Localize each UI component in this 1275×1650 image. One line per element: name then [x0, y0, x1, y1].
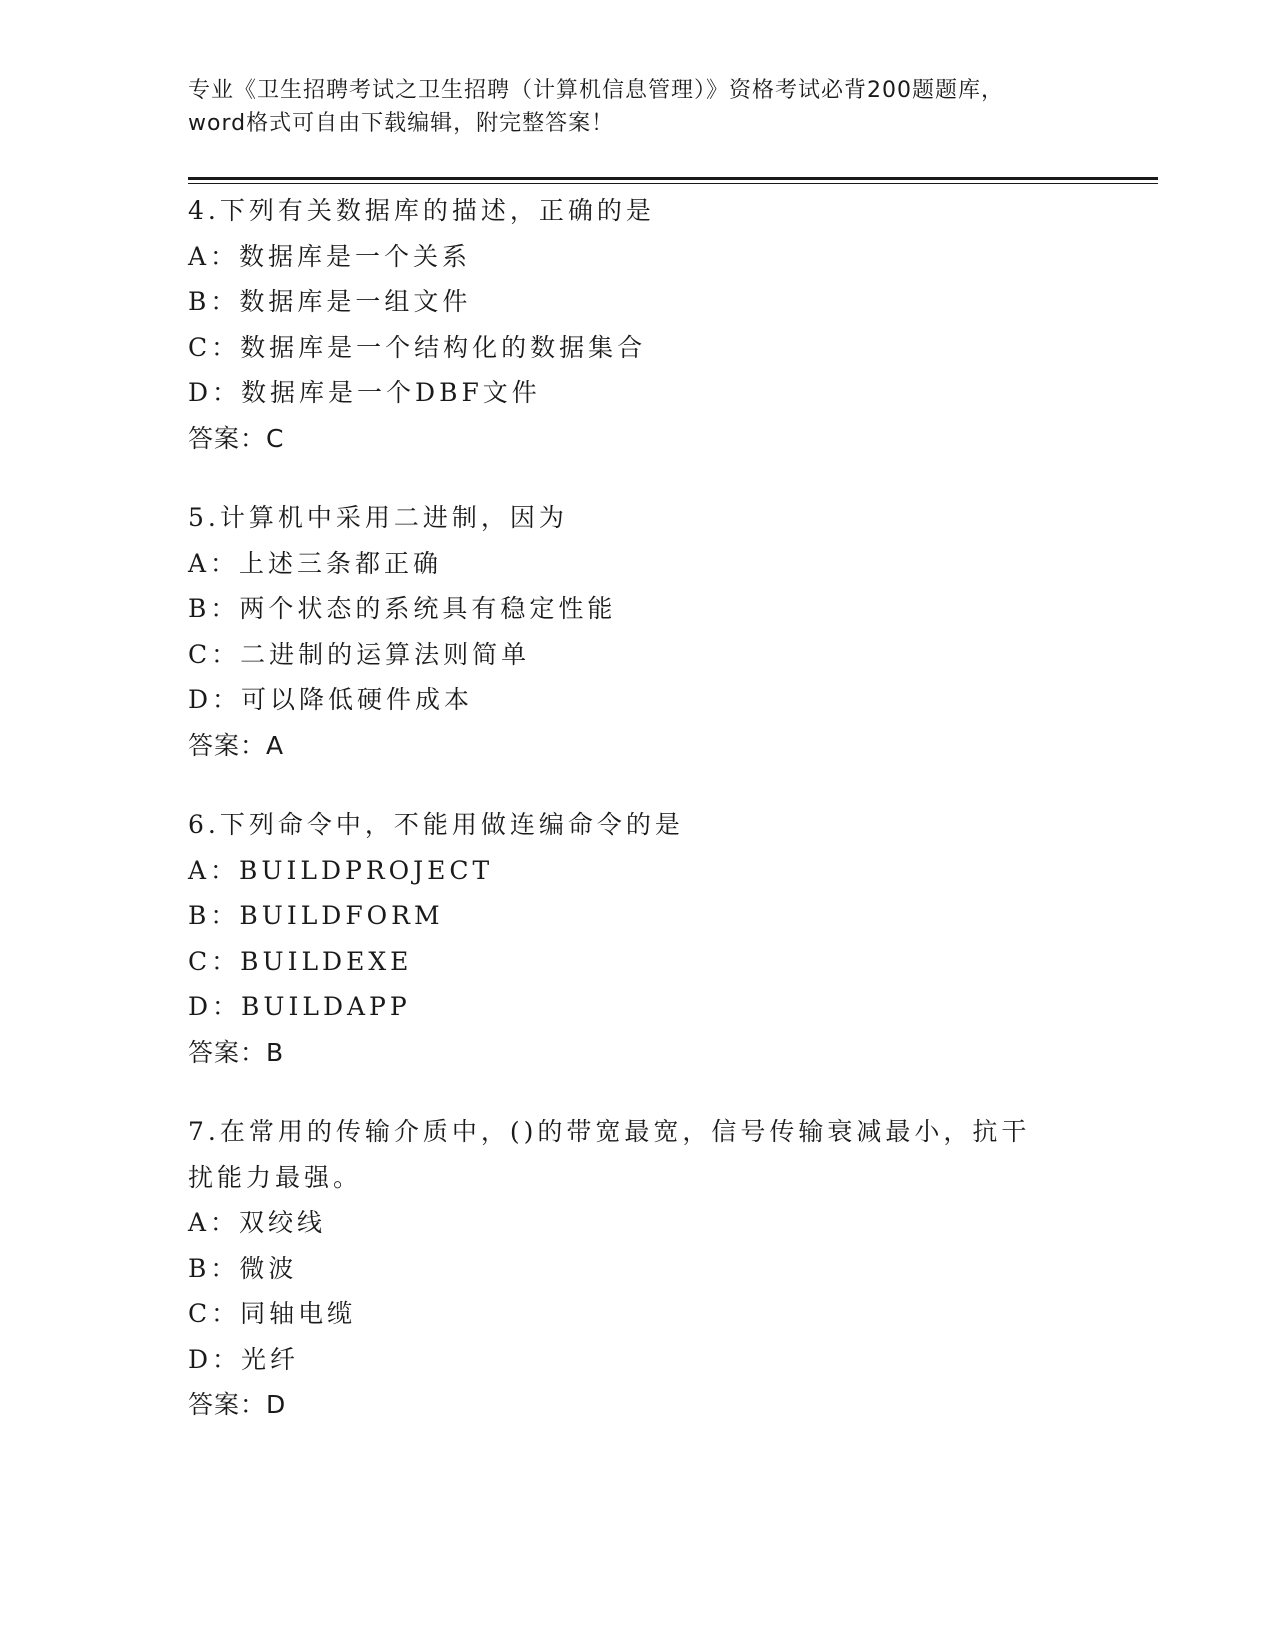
- option-a: A：BUILDPROJECT: [188, 855, 494, 885]
- question-5: [188, 495, 1088, 768]
- option-a: A：数据库是一个关系: [188, 241, 472, 271]
- option-a: A：双绞线: [188, 1208, 327, 1237]
- option-b: B：微波: [188, 1253, 298, 1283]
- option-b: B：数据库是一组文件: [188, 287, 472, 316]
- header-line-1: 专业《卫生招聘考试之卫生招聘（计算机信息管理）》资格考试必背200题题库，: [188, 78, 1004, 103]
- question-title: 4.下列有关数据库的描述，正确的是: [188, 196, 655, 225]
- option-d: D：可以降低硬件成本: [188, 685, 474, 714]
- option-c: C：二进制的运算法则简单: [188, 639, 531, 669]
- question-list: [188, 188, 1088, 1462]
- question-7: [188, 1109, 1088, 1428]
- option-c: C：BUILDEXE: [188, 946, 413, 976]
- document-header: [188, 74, 1088, 140]
- question-title: 5.计算机中采用二进制，因为: [188, 503, 568, 532]
- question-6: [188, 802, 1088, 1075]
- header-line-2: word格式可自由下载编辑，附完整答案！: [188, 111, 615, 136]
- question-title: 7.在常用的传输介质中，()的带宽最宽，信号传输衰减最小，抗干扰能力最强。: [188, 1117, 1031, 1192]
- question-title: 6.下列命令中，不能用做连编命令的是: [188, 810, 684, 839]
- header-divider-thick: [188, 177, 1158, 180]
- header-divider-thin: [188, 183, 1158, 184]
- answer-text: 答案：C: [188, 423, 285, 453]
- option-d: D：数据库是一个DBF文件: [188, 378, 541, 407]
- option-d: D：光纤: [188, 1344, 300, 1374]
- option-b: B：两个状态的系统具有稳定性能: [188, 594, 617, 623]
- answer-text: 答案：D: [188, 1390, 287, 1419]
- answer-text: 答案：B: [188, 1037, 285, 1067]
- answer-text: 答案：A: [188, 730, 285, 760]
- option-d: D：BUILDAPP: [188, 992, 411, 1021]
- option-a: A：上述三条都正确: [188, 548, 443, 578]
- option-c: C：同轴电缆: [188, 1299, 357, 1328]
- option-b: B：BUILDFORM: [188, 901, 444, 930]
- option-c: C：数据库是一个结构化的数据集合: [188, 332, 647, 362]
- question-4: [188, 188, 1088, 461]
